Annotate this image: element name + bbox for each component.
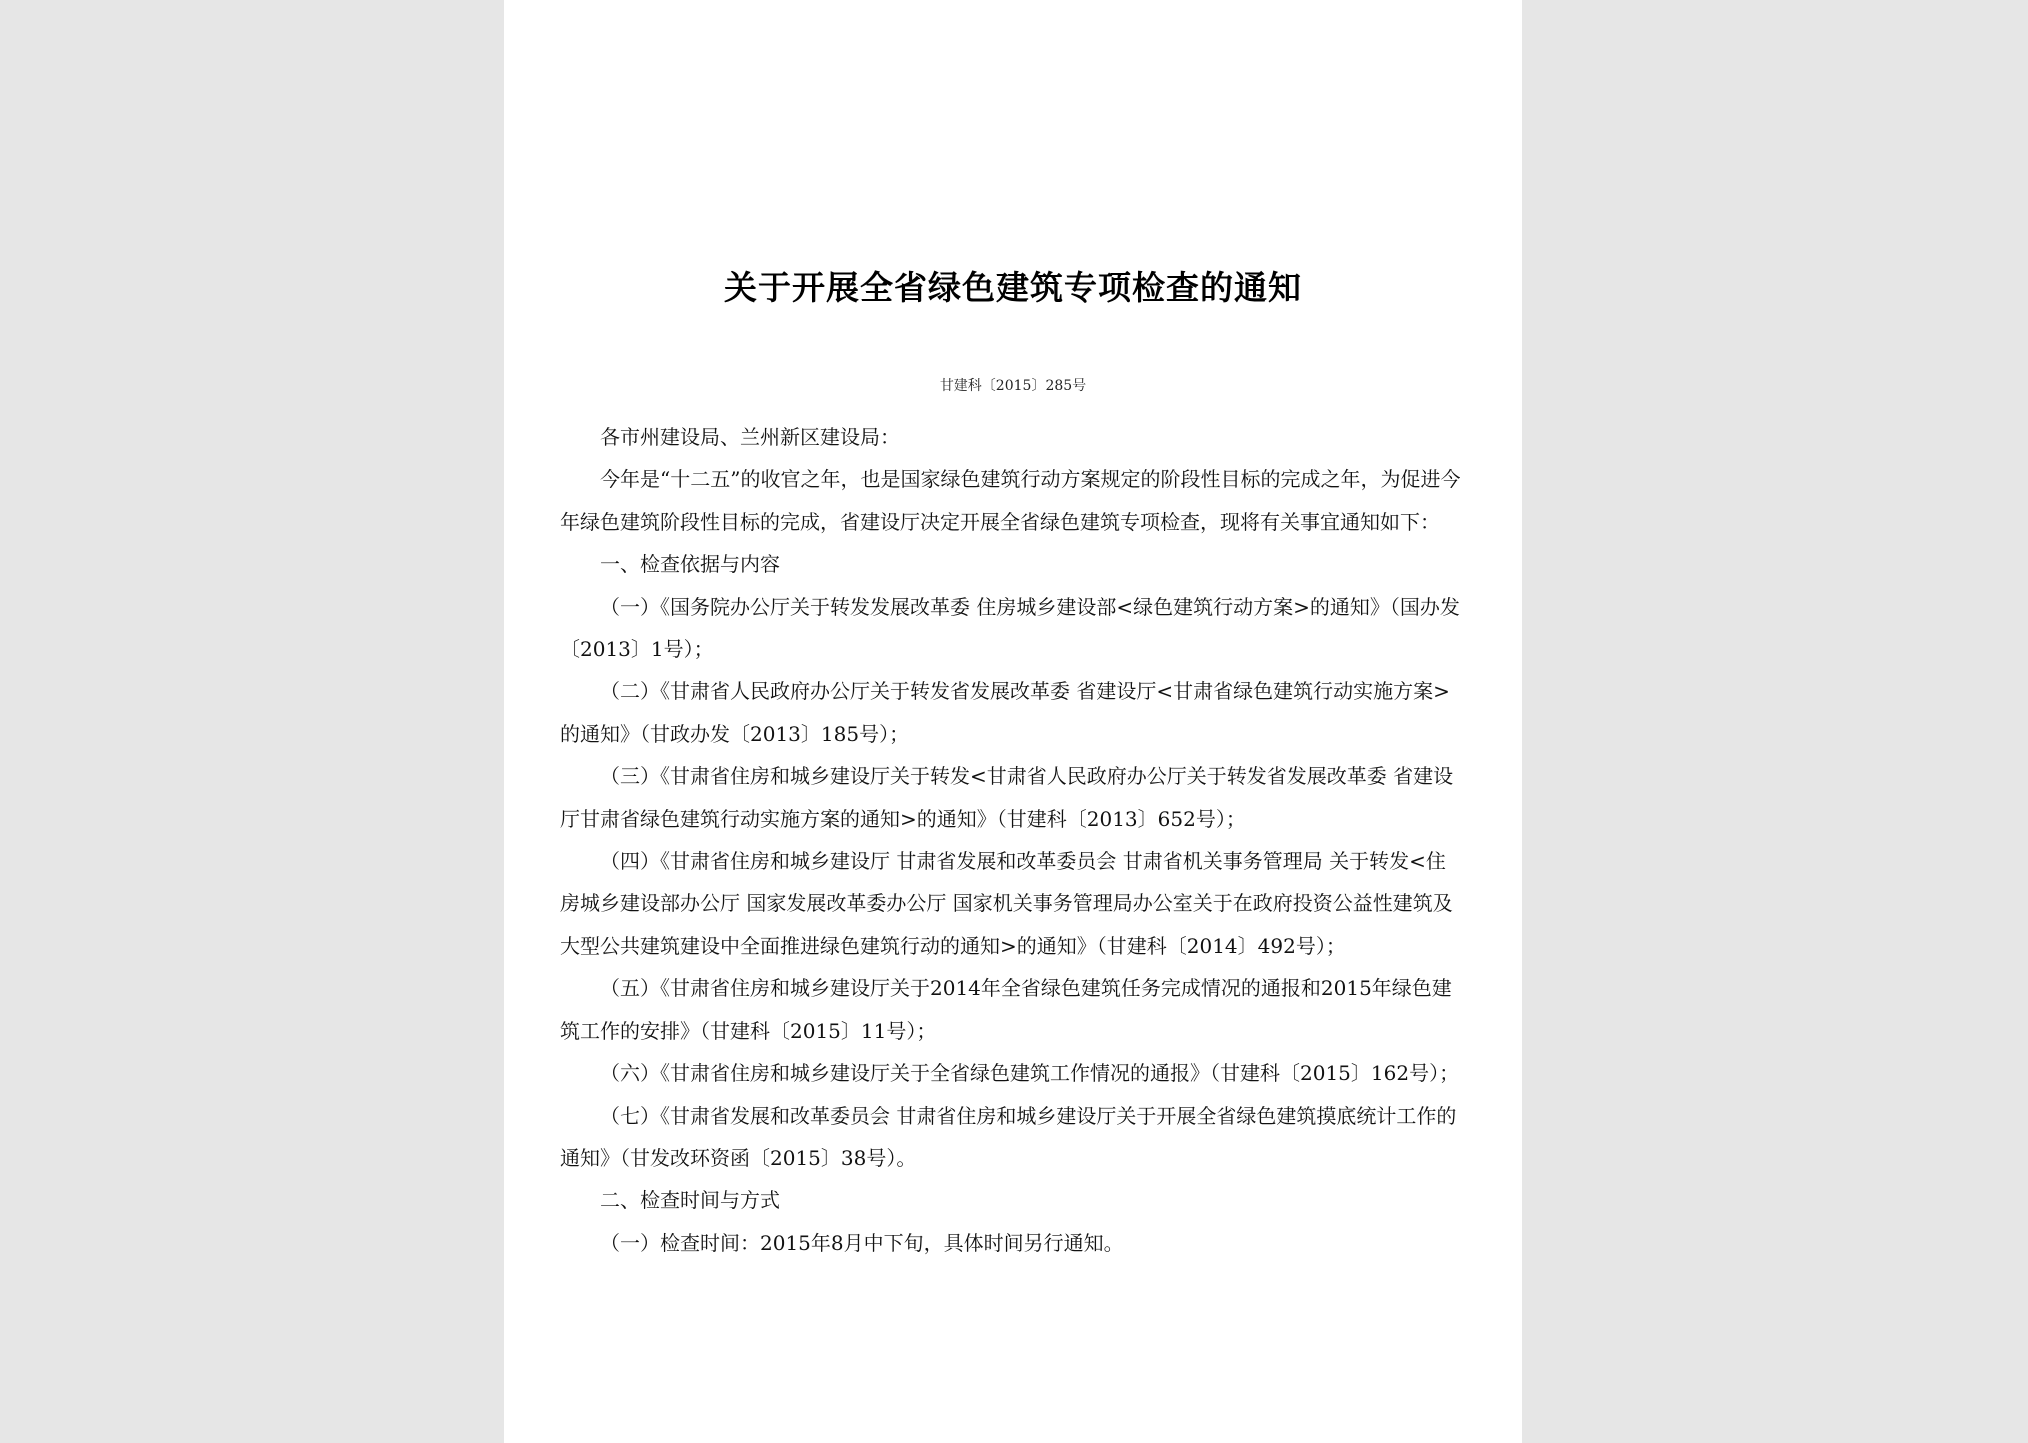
paragraph: （一）检查时间：2015年8月中下旬，具体时间另行通知。 [600, 1230, 1124, 1255]
paragraph: 今年是“十二五”的收官之年，也是国家绿色建筑行动方案规定的阶段性目标的完成之年，为促进今年绿色建筑阶段性目标的完成，省建设厅决定开展全省绿色建筑专项检查，现将有关事宜通知如下： [560, 467, 1461, 534]
document-page [504, 0, 1522, 1443]
recipients-line: 各市州建设局、兰州新区建设局： [600, 425, 900, 449]
section-heading: 二、检查时间与方式 [600, 1188, 780, 1213]
paragraph: （二）《甘肃省人民政府办公厅关于转发省发展改革委 省建设厅<甘肃省绿色建筑行动实施方案>的通知》（甘政办发〔2013〕185号）； [560, 679, 1450, 746]
paragraph: （五）《甘肃省住房和城乡建设厅关于2014年全省绿色建筑任务完成情况的通报和2015年绿色建筑工作的安排》（甘建科〔2015〕11号）； [560, 976, 1452, 1043]
paragraph: （六）《甘肃省住房和城乡建设厅关于全省绿色建筑工作情况的通报》（甘建科〔2015〕162号）； [600, 1061, 1460, 1086]
paragraph: （七）《甘肃省发展和改革委员会 甘肃省住房和城乡建设厅关于开展全省绿色建筑摸底统计工作的通知》（甘发改环资函〔2015〕38号）。 [560, 1103, 1457, 1170]
document-number: 甘建科〔2015〕285号 [939, 378, 1087, 394]
section-heading: 一、检查依据与内容 [600, 552, 780, 577]
document-title: 关于开展全省绿色建筑专项检查的通知 [724, 268, 1302, 307]
paragraph: （一）《国务院办公厅关于转发发展改革委 住房城乡建设部<绿色建筑行动方案>的通知》（国办发〔2013〕1号）； [560, 594, 1460, 662]
paragraph: （三）《甘肃省住房和城乡建设厅关于转发<甘肃省人民政府办公厅关于转发省发展改革委 省建设厅甘肃省绿色建筑行动实施方案的通知>的通知》（甘建科〔2013〕652号）； [560, 764, 1454, 831]
document-body [560, 416, 1464, 1264]
paragraph: （四）《甘肃省住房和城乡建设厅 甘肃省发展和改革委员会 甘肃省机关事务管理局 关于转发<住房城乡建设部办公厅 国家发展改革委办公厅 国家机关事务管理局办公室关于在政府投资公益性建筑及大型公共建筑建设中全面推进绿色建筑行动的通知>的通知》（甘建科〔2014〕492号）； [560, 849, 1453, 958]
